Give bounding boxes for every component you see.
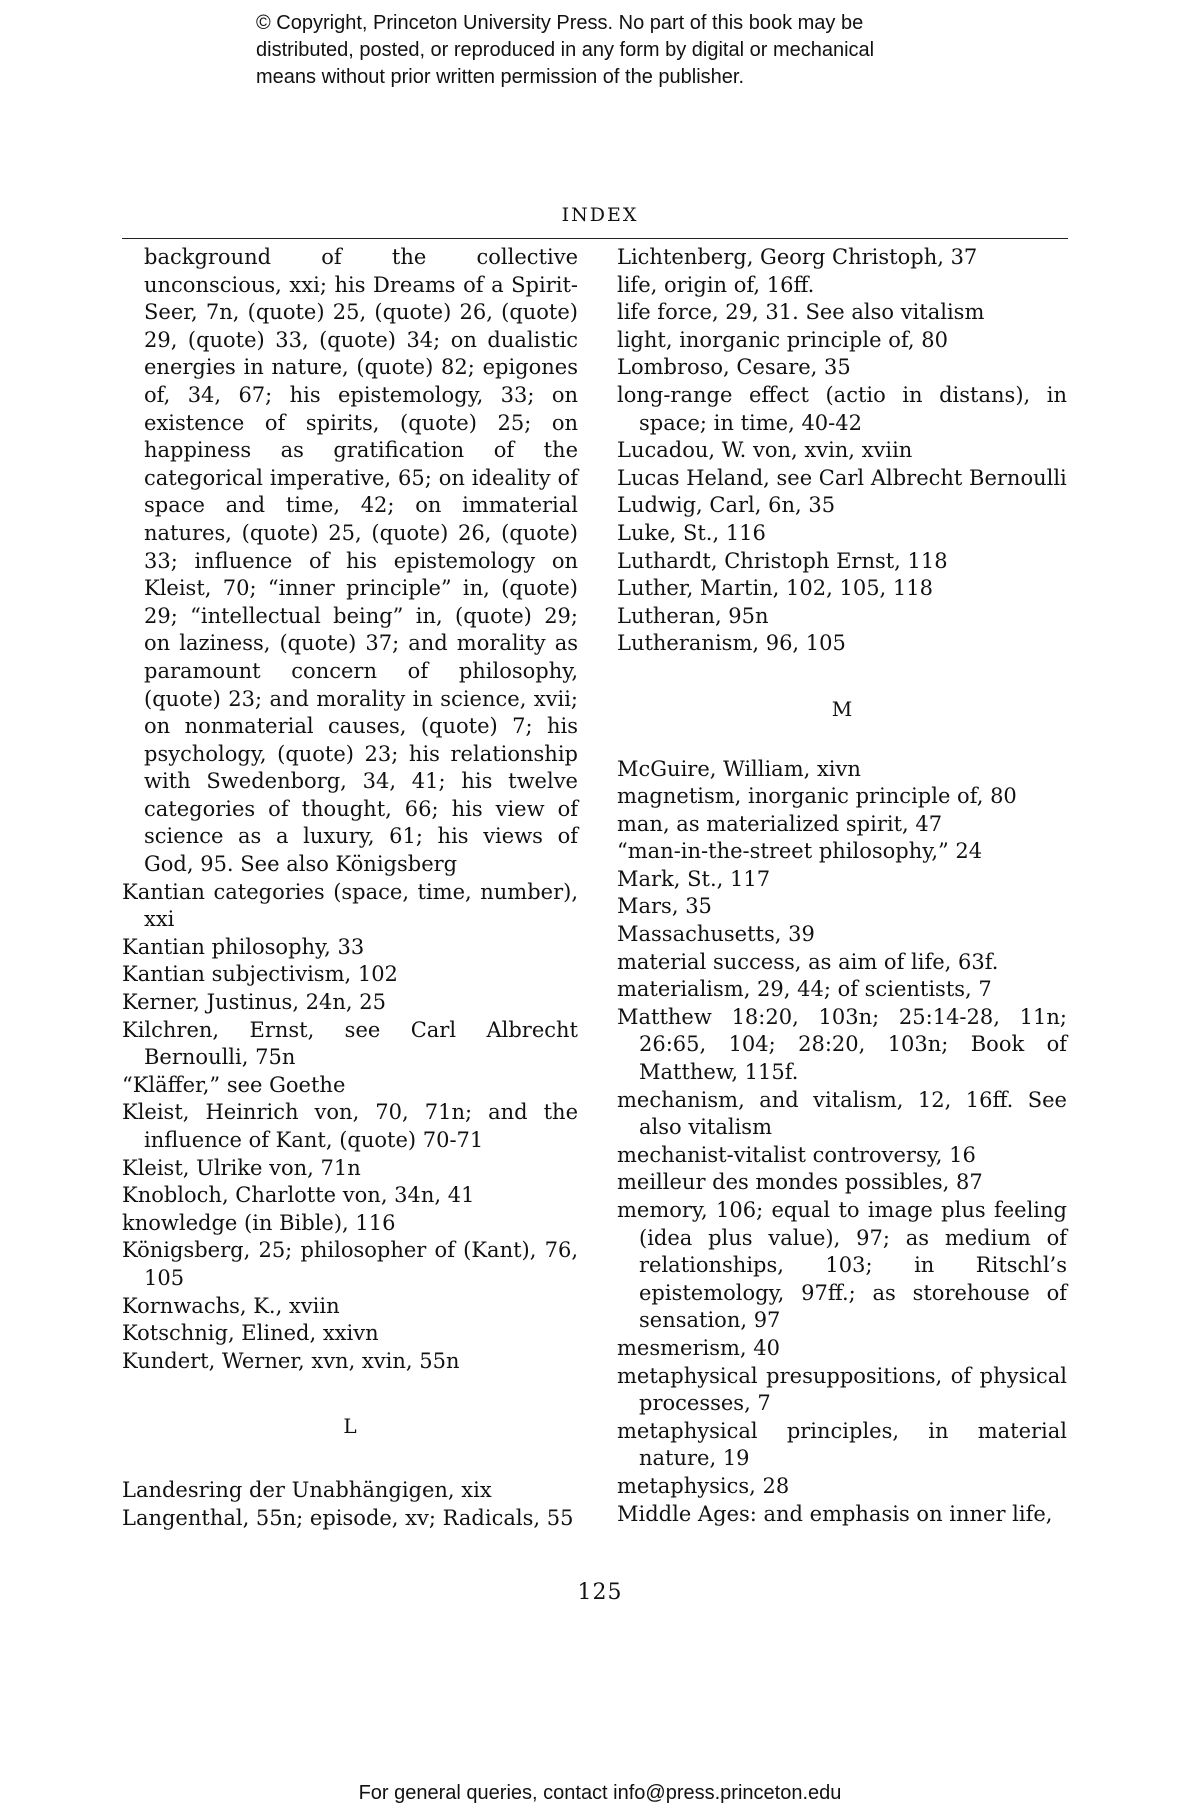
section-letter-l: L xyxy=(343,1414,357,1439)
index-entry: Lutheranism, 96, 105 xyxy=(617,631,846,656)
index-entry: magnetism, inorganic principle of, 80 xyxy=(617,784,1017,809)
index-entry: Kantian philosophy, 33 xyxy=(122,934,365,959)
index-entry: Kundert, Werner, xvn, xvin, 55n xyxy=(122,1348,460,1373)
index-entry: materialism, 29, 44; of scientists, 7 xyxy=(617,977,992,1002)
index-entry: Luke, St., 116 xyxy=(617,520,766,545)
index-entry: Mars, 35 xyxy=(617,894,712,919)
index-entry: material success, as aim of life, 63f. xyxy=(617,949,999,974)
index-entry: Lucas Heland, see Carl Albrecht Bernoulli xyxy=(617,465,1067,490)
page-number: 125 xyxy=(577,1580,623,1605)
index-entry: “man-in-the-street philosophy,” 24 xyxy=(617,839,983,864)
index-entry: Kornwachs, K., xviin xyxy=(122,1293,340,1318)
index-column-left xyxy=(122,244,578,1532)
index-entry: Landesring der Unabhängigen, xix xyxy=(122,1477,492,1502)
index-entry-continuation: background of the collective unconscious, xxi; his Dreams of a Spirit-Seer, 7n, (quote) 25, (quote) 26, (quote) 29, (quote) 33, (quote) 34; on dualistic energies in nature, (quote) 82; epigones of, 34, 67; his epistemology, 33; on existence of spirits, (quote) 25; on happiness as gratification of the categorical imperative, 65; on ideality of space and time, 42; on immaterial natures, (quote) 25, (quote) 26, (quote) 33; influence of his epistemology on Kleist, 70; “inner principle” in, (quote) 29; “intellectual being” in, (quote) 29; on laziness, (quote) 37; and morality as paramount concern of philosophy, (quote) 23; and morality in science, xvii; on nonmaterial causes, (quote) 7; his psychology, (quote) 23; his relationship with Swedenborg, 34, 41; his twelve categories of thought, 66; his view of science as a luxury, 61; his views of God, 95. See also Königsberg xyxy=(144,245,578,877)
index-entry: Luther, Martin, 102, 105, 118 xyxy=(617,576,933,601)
index-entry: life force, 29, 31. See also vitalism xyxy=(617,300,985,325)
copyright-notice xyxy=(256,10,1016,91)
index-entry: Middle Ages: and emphasis on inner life, xyxy=(617,1501,1053,1526)
index-entry: Langenthal, 55n; episode, xv; Radicals, 55 xyxy=(122,1505,574,1530)
index-entry: Lichtenberg, Georg Christoph, 37 xyxy=(617,245,978,269)
index-entry: memory, 106; equal to image plus feeling (idea plus value), 97; as medium of relationships, 103; in Ritschl’s epistemology, 97ff.; as storehouse of sensation, 97 xyxy=(617,1198,1067,1333)
index-entry: light, inorganic principle of, 80 xyxy=(617,327,948,352)
index-entry: Knobloch, Charlotte von, 34n, 41 xyxy=(122,1183,475,1208)
index-entry: Kerner, Justinus, 24n, 25 xyxy=(122,990,386,1015)
index-entry: life, origin of, 16ff. xyxy=(617,272,815,297)
copyright-line-1: © Copyright, Princeton University Press. No part of this book may be xyxy=(256,12,864,34)
index-entry: Matthew 18:20, 103n; 25:14-28, 11n; 26:65, 104; 28:20, 103n; Book of Matthew, 115f. xyxy=(617,1004,1067,1085)
index-entry: Massachusetts, 39 xyxy=(617,922,815,947)
index-entry: Kleist, Ulrike von, 71n xyxy=(122,1155,361,1180)
index-entry: McGuire, William, xivn xyxy=(617,756,861,781)
page-heading: INDEX xyxy=(561,204,639,226)
index-entry: Königsberg, 25; philosopher of (Kant), 76, 105 xyxy=(122,1238,578,1290)
index-entry: Mark, St., 117 xyxy=(617,866,771,891)
index-entry: Kotschnig, Elined, xxivn xyxy=(122,1321,379,1346)
index-entry: Kantian subjectivism, 102 xyxy=(122,962,398,987)
index-entry: Kleist, Heinrich von, 70, 71n; and the influence of Kant, (quote) 70-71 xyxy=(122,1100,578,1152)
index-column-right xyxy=(617,244,1067,1528)
index-entry: Luthardt, Christoph Ernst, 118 xyxy=(617,548,948,573)
index-entry: “Kläffer,” see Goethe xyxy=(122,1072,346,1097)
index-entry: Lombroso, Cesare, 35 xyxy=(617,355,851,380)
index-entry: Lucadou, W. von, xvin, xviin xyxy=(617,438,913,463)
index-entry: metaphysics, 28 xyxy=(617,1473,790,1498)
index-entry: mechanism, and vitalism, 12, 16ff. See also vitalism xyxy=(617,1087,1067,1140)
index-entry: Kantian categories (space, time, number), xxi xyxy=(122,879,578,932)
index-entry: metaphysical principles, in material nature, 19 xyxy=(617,1418,1067,1471)
index-entry: meilleur des mondes possibles, 87 xyxy=(617,1170,983,1195)
index-entry: Kilchren, Ernst, see Carl Albrecht Bernoulli, 75n xyxy=(122,1017,578,1070)
index-entry: Ludwig, Carl, 6n, 35 xyxy=(617,493,836,518)
copyright-line-2: distributed, posted, or reproduced in any form by digital or mechanical xyxy=(256,39,875,61)
heading-rule xyxy=(122,238,1068,239)
index-entry: man, as materialized spirit, 47 xyxy=(617,811,943,836)
index-entry: metaphysical presuppositions, of physical processes, 7 xyxy=(617,1363,1067,1416)
footer xyxy=(0,1782,1200,1805)
index-entry: long-range effect (actio in distans), in space; in time, 40-42 xyxy=(617,382,1067,435)
index-entry: mechanist-vitalist controversy, 16 xyxy=(617,1142,976,1167)
section-letter-m: M xyxy=(831,696,853,721)
index-entry: mesmerism, 40 xyxy=(617,1335,780,1360)
index-entry: knowledge (in Bible), 116 xyxy=(122,1210,396,1235)
footer-contact: For general queries, contact info@press.princeton.edu xyxy=(358,1782,842,1804)
index-entry: Lutheran, 95n xyxy=(617,603,769,628)
copyright-line-3: means without prior written permission of the publisher. xyxy=(256,66,745,88)
